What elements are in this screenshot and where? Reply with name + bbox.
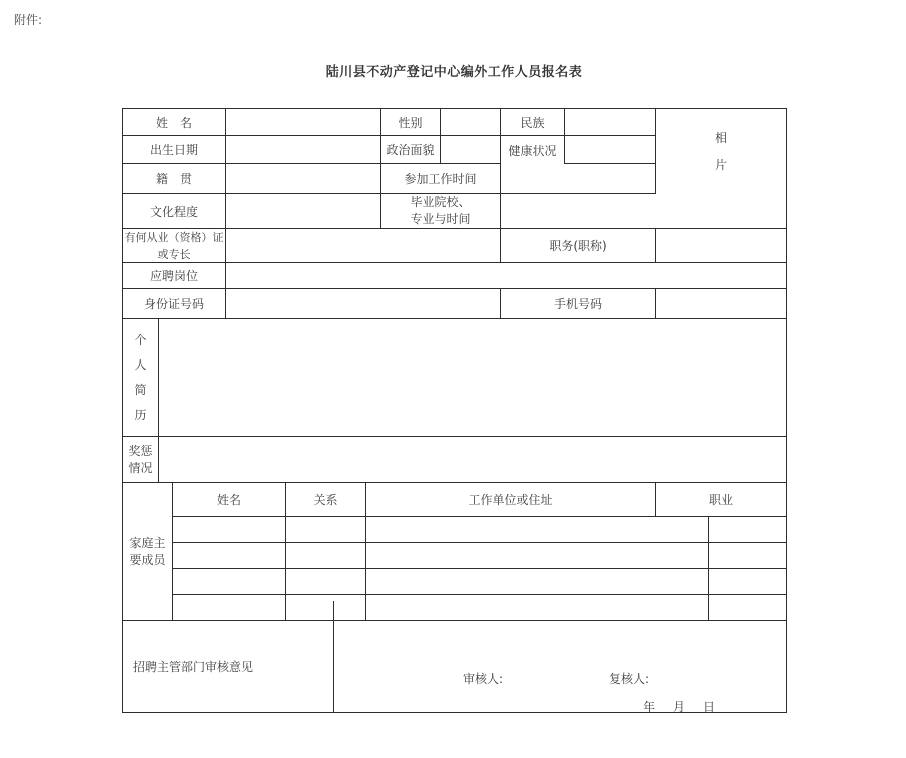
resume-label-char3: 简: [134, 382, 147, 397]
position-title-value-cell: [656, 229, 787, 263]
native-place-value-cell: [226, 164, 381, 194]
ethnicity-label: 民族: [501, 109, 565, 136]
graduation-value-cell: [501, 194, 787, 229]
reviewer-label: 审核人:: [463, 672, 504, 686]
resume-label-char4: 历: [134, 407, 147, 422]
family-header-relation: 关系: [286, 483, 366, 517]
qualification-label-line1: 有何从业（资格）证: [124, 230, 224, 244]
name-label: 姓 名: [123, 109, 226, 136]
second-reviewer-label: 复核人:: [609, 672, 650, 686]
family-member-name-cell: [173, 595, 286, 621]
date-label: 年月日: [643, 700, 734, 714]
family-member-name-cell: [173, 543, 286, 569]
rewards-value-cell: [159, 437, 787, 483]
family-member-occupation-cell: [709, 543, 787, 569]
education-level-label: 文化程度: [123, 194, 226, 229]
qualification-label-line2: 或专长: [157, 247, 191, 261]
photo-label-line1: 相: [714, 130, 727, 145]
work-start-time-label: 参加工作时间: [381, 164, 501, 194]
gender-label: 性别: [381, 109, 441, 136]
graduation-label-line2: 专业与时间: [410, 212, 471, 226]
birth-date-label: 出生日期: [123, 136, 226, 164]
family-members-label-line1: 家庭主: [129, 535, 166, 550]
political-status-value-cell: [441, 136, 501, 164]
family-member-occupation-cell: [709, 569, 787, 595]
family-member-relation-cell: [286, 543, 366, 569]
rewards-label-line2: 情况: [128, 460, 153, 475]
id-number-value-cell: [226, 289, 501, 319]
health-status-label: 健康状况: [501, 136, 565, 164]
native-place-label: 籍 贯: [123, 164, 226, 194]
page-title: 陆川县不动产登记中心编外工作人员报名表: [325, 65, 583, 80]
resume-label-char2: 人: [134, 357, 147, 372]
rewards-label: [123, 437, 159, 483]
registration-form-table: [122, 108, 787, 713]
family-member-occupation-cell: [709, 517, 787, 543]
id-number-label: 身份证号码: [123, 289, 226, 319]
family-member-relation-cell: [286, 517, 366, 543]
graduation-label: [381, 194, 501, 229]
applied-position-label: 应聘岗位: [123, 263, 226, 289]
review-signature-cell: [334, 621, 787, 713]
photo-label-line2: 片: [714, 157, 727, 172]
qualification-value-cell: [226, 229, 501, 263]
family-member-work-unit-cell: [366, 517, 709, 543]
review-opinion-label: 招聘主管部门审核意见: [123, 621, 334, 713]
mobile-number-value-cell: [656, 289, 787, 319]
health-status-value-cell: [565, 136, 656, 164]
family-members-label-line2: 要成员: [129, 552, 166, 567]
family-member-relation-cell: [286, 569, 366, 595]
ethnicity-value-cell: [565, 109, 656, 136]
family-header-work-unit: 工作单位或住址: [366, 483, 656, 517]
attachment-label: 附件:: [14, 13, 43, 27]
resume-label-char1: 个: [134, 332, 147, 347]
position-title-label: 职务(职称): [501, 229, 656, 263]
education-level-value-cell: [226, 194, 381, 229]
divider-segment: [333, 601, 334, 621]
resume-label: [123, 319, 159, 437]
family-members-label: [123, 483, 173, 621]
family-member-work-unit-cell: [366, 595, 709, 621]
family-member-occupation-cell: [709, 595, 787, 621]
resume-value-cell: [159, 319, 787, 437]
political-status-label: 政治面貌: [381, 136, 441, 164]
birth-date-value-cell: [226, 136, 381, 164]
mobile-number-label: 手机号码: [501, 289, 656, 319]
family-member-work-unit-cell: [366, 569, 709, 595]
applied-position-value-cell: [226, 263, 787, 289]
gender-value-cell: [441, 109, 501, 136]
family-member-work-unit-cell: [366, 543, 709, 569]
name-value-cell: [226, 109, 381, 136]
family-member-name-cell: [173, 517, 286, 543]
work-start-time-value-cell: [565, 164, 656, 194]
photo-cell: [656, 109, 787, 194]
graduation-label-line1: 毕业院校、: [410, 195, 471, 209]
qualification-label: [123, 229, 226, 263]
family-header-occupation: 职业: [656, 483, 787, 517]
family-member-name-cell: [173, 569, 286, 595]
rewards-label-line1: 奖惩: [128, 443, 153, 458]
health-status-label-lower-area: [501, 164, 565, 194]
family-member-relation-cell: [286, 595, 366, 621]
family-header-name: 姓名: [173, 483, 286, 517]
